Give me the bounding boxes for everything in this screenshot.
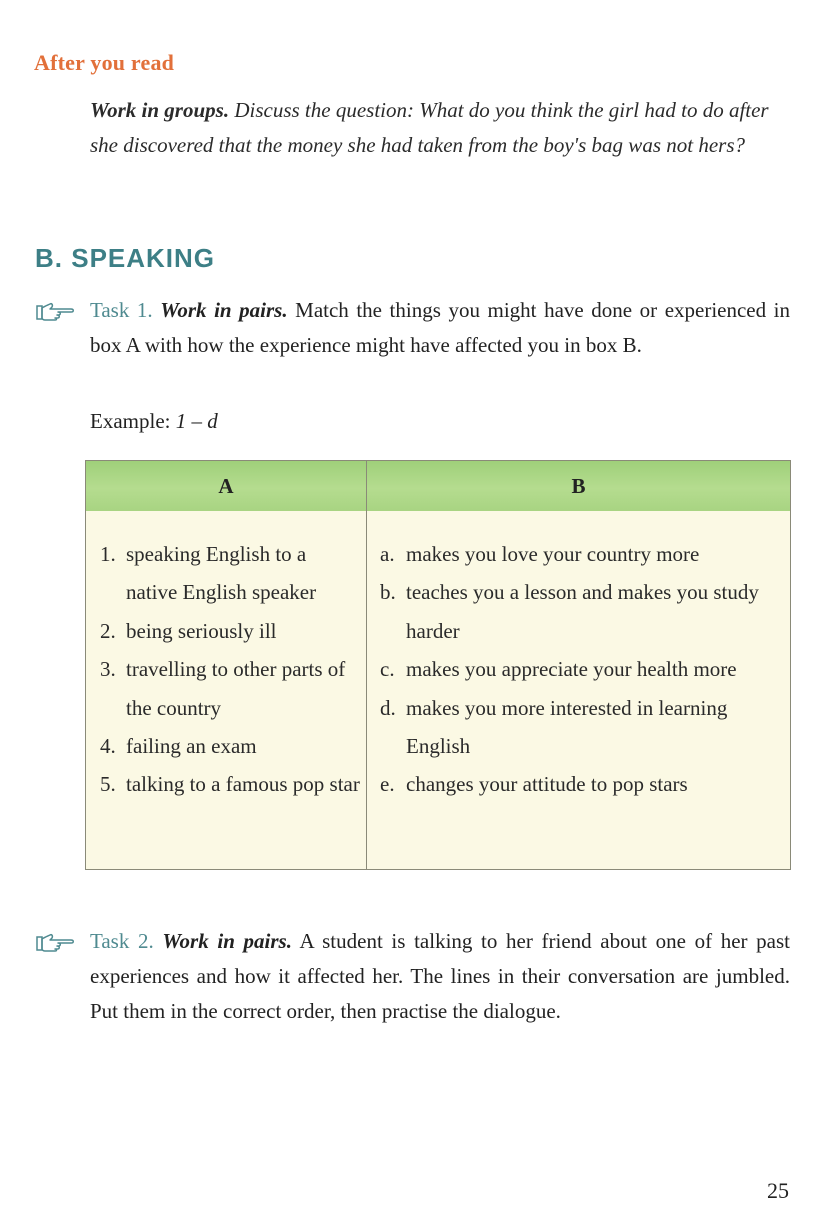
list-item: [380, 689, 780, 766]
item-marker: 5.: [100, 772, 116, 797]
after-you-read-question: Discuss the question: What do you think the girl had to do after she discovered that the money she had taken from the boy's bag was not hers?: [90, 98, 769, 157]
item-marker: c.: [380, 657, 395, 682]
item-text: being seriously ill: [126, 618, 277, 643]
column-b-list: [380, 535, 780, 804]
matching-table: [85, 460, 791, 870]
example-value: 1 – d: [175, 409, 218, 433]
task-1-text: Match the things you might have done or experienced in box A with how the experience might have affected you in box B.: [90, 298, 791, 357]
list-item: [100, 535, 362, 612]
item-marker: d.: [380, 695, 396, 720]
item-text: travelling to other parts of the country: [126, 657, 346, 720]
item-marker: 4.: [100, 734, 116, 759]
item-text: teaches you a lesson and makes you study harder: [406, 580, 759, 643]
task-1-instructions: [90, 293, 790, 363]
list-item: [380, 765, 780, 803]
task-1-label: Task 1.: [90, 298, 153, 322]
item-marker: 2.: [100, 618, 116, 643]
column-a-list: [100, 535, 362, 804]
task-2-text: A student is talking to her friend about one of her past experiences and how it affected her. The lines in their conversation are jumbled. Put them in the correct order, then practise the dialogue.: [90, 929, 791, 1023]
item-marker: e.: [380, 772, 395, 797]
list-item: [380, 573, 780, 650]
task-1-example: [90, 404, 218, 439]
column-b-header: B: [571, 474, 586, 498]
list-item: [100, 650, 362, 727]
list-item: [380, 535, 780, 573]
item-text: makes you love your country more: [406, 542, 700, 566]
item-marker: 1.: [100, 542, 116, 566]
item-text: failing an exam: [126, 734, 257, 759]
column-a-header: A: [218, 474, 234, 498]
item-text: makes you appreciate your health more: [406, 657, 737, 682]
task-1-lead: Work in pairs.: [160, 298, 288, 322]
list-item: [380, 650, 780, 688]
item-text: makes you more interested in learning English: [406, 695, 728, 759]
item-text: talking to a famous pop star: [126, 772, 360, 797]
task-2-instructions: [90, 924, 790, 1029]
item-text: speaking English to a native English speaker: [126, 542, 317, 605]
task-2-label: Task 2.: [90, 929, 154, 953]
list-item: [100, 612, 362, 650]
pointing-hand-icon: [35, 301, 77, 323]
item-marker: 3.: [100, 657, 116, 682]
list-item: [100, 727, 362, 765]
pointing-hand-icon: [35, 932, 77, 954]
after-you-read-heading: After you read: [34, 50, 175, 75]
section-heading-speaking: B. SPEAKING: [35, 243, 216, 273]
table-header-row: [86, 461, 790, 511]
after-you-read-paragraph: [90, 93, 792, 163]
list-item: [100, 765, 362, 803]
item-marker: b.: [380, 580, 396, 605]
item-text: changes your attitude to pop stars: [406, 772, 688, 797]
task-2-lead: Work in pairs.: [162, 929, 292, 953]
example-label: Example:: [90, 409, 171, 433]
item-marker: a.: [380, 542, 395, 566]
page-number: 25: [767, 1178, 789, 1203]
after-you-read-lead: Work in groups.: [90, 98, 230, 122]
column-divider: [366, 461, 367, 869]
